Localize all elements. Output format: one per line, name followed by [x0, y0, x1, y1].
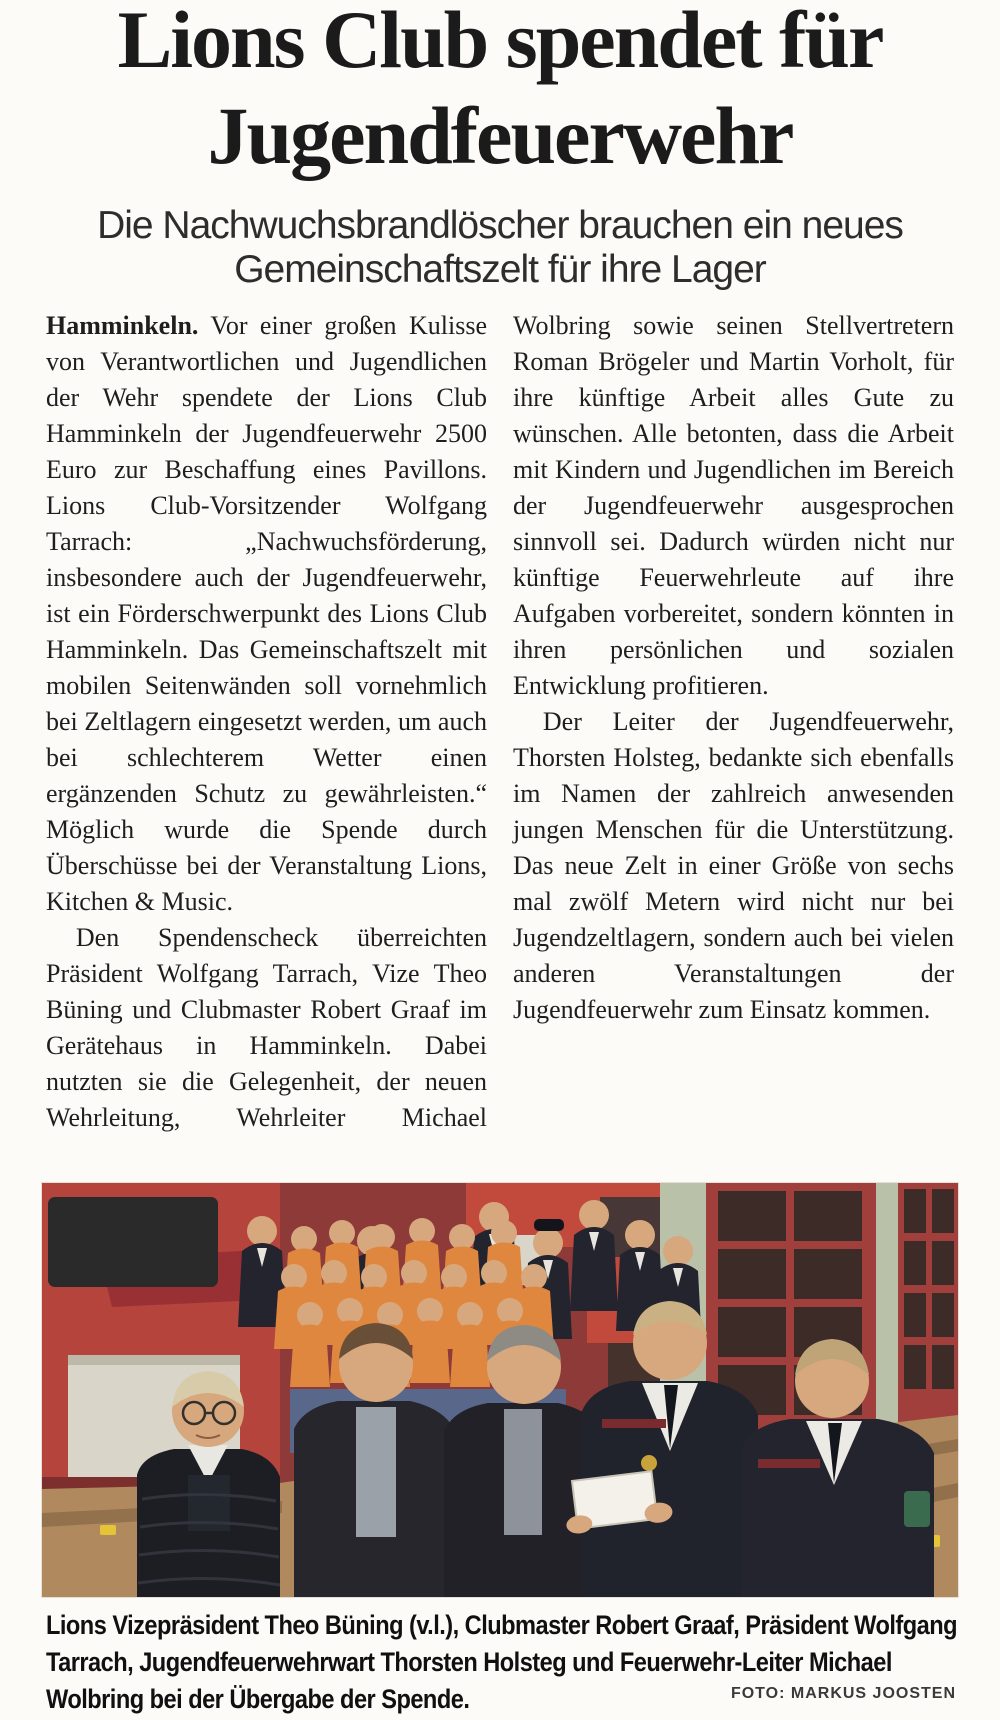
article-body	[46, 308, 954, 1152]
photo-caption	[46, 1607, 958, 1719]
arm-patch	[904, 1491, 930, 1527]
paragraph-1: Hamminkeln. Vor einer großen Kulisse von Verantwortlichen und Jugendlichen der Wehr spendete der Lions Club Hamminkeln der Jugendfeuerwehr 2500 Euro zur Beschaffung eines Pavillons. Lions Club-Vorsitzender Wolfgang Tarrach: „Nachwuchsförderung, insbesondere auch der Jugendfeuerwehr, ist ein Förderschwerpunkt des Lions Club Hamminkeln. Das Gemeinschaftszelt mit mobilen Seitenwänden soll vornehmlich bei Zeltlagern eingesetzt werden, um auch bei schlechterem Wetter einen ergänzenden Schutz zu gewährleisten.“ Möglich wurde die Spende durch Überschüsse bei der Veranstaltung Lions, Kitchen & Music.	[46, 311, 487, 916]
subheadline	[0, 204, 1000, 293]
headline	[0, 0, 1000, 184]
headline-line2: Jugendfeuerwehr	[207, 89, 793, 181]
headline-line1: Lions Club spendet für	[117, 0, 883, 85]
photo-credit: FOTO: MARKUS JOOSTEN	[730, 1685, 956, 1702]
paragraph-3: Der Leiter der Jugendfeuerwehr, Thorsten Holsteg, bedankte sich ebenfalls im Namen der zahlreich anwesenden jungen Menschen für die Unterstützung. Das neue Zelt in einer Größe von sechs mal zwölf Metern wird nicht nur bei Jugendzeltlagern, sondern auch bei vielen anderen Veranstaltungen der Jugendfeuerwehr zum Einsatz kommen.	[513, 707, 954, 1024]
article-photo	[42, 1183, 958, 1597]
subheadline-line2: Gemeinschaftszelt für ihre Lager	[234, 248, 766, 292]
dateline: Hamminkeln.	[46, 311, 199, 340]
photo-illustration	[42, 1183, 958, 1597]
fire-truck-left	[42, 1183, 280, 1495]
uniform-badge	[641, 1455, 657, 1471]
paragraph-2: Den Spendenscheck überreichten Präsident Wolfgang Tarrach, Vize Theo Büning und Clubmaster Robert Graaf im Gerätehaus in Hamminkeln. Dabei nutzten sie die Gelegenheit, der neuen Wehrleitung, Wehrleiter Michael Wolbring sowie seinen Stellvertretern Roman Brögeler und Martin Vorholt, für ihre künftige Arbeit alles Gute zu wünschen. Alle betonten, dass die Arbeit mit Kindern und Jugendlichen im Bereich der Jugendfeuerwehr ausgesprochen sinnvoll sei. Dadurch würden nicht nur künftige Feuerwehrleute auf ihre Aufgaben vorbereitet, sondern könnten in ihren persönlichen und sozialen Entwicklung profitieren.	[46, 311, 954, 1132]
subheadline-line1: Die Nachwuchsbrandlöscher brauchen ein neues	[97, 204, 903, 247]
truck-tarp	[48, 1197, 218, 1287]
caption-text: Lions Vizepräsident Theo Büning (v.l.), Clubmaster Robert Graaf, Präsident Wolfgang Tarrach, Jugendfeuerwehrwart Thorsten Holsteg und Feuerwehr-Leiter Michael Wolbring bei der Übergabe der Spende.	[46, 1610, 958, 1714]
